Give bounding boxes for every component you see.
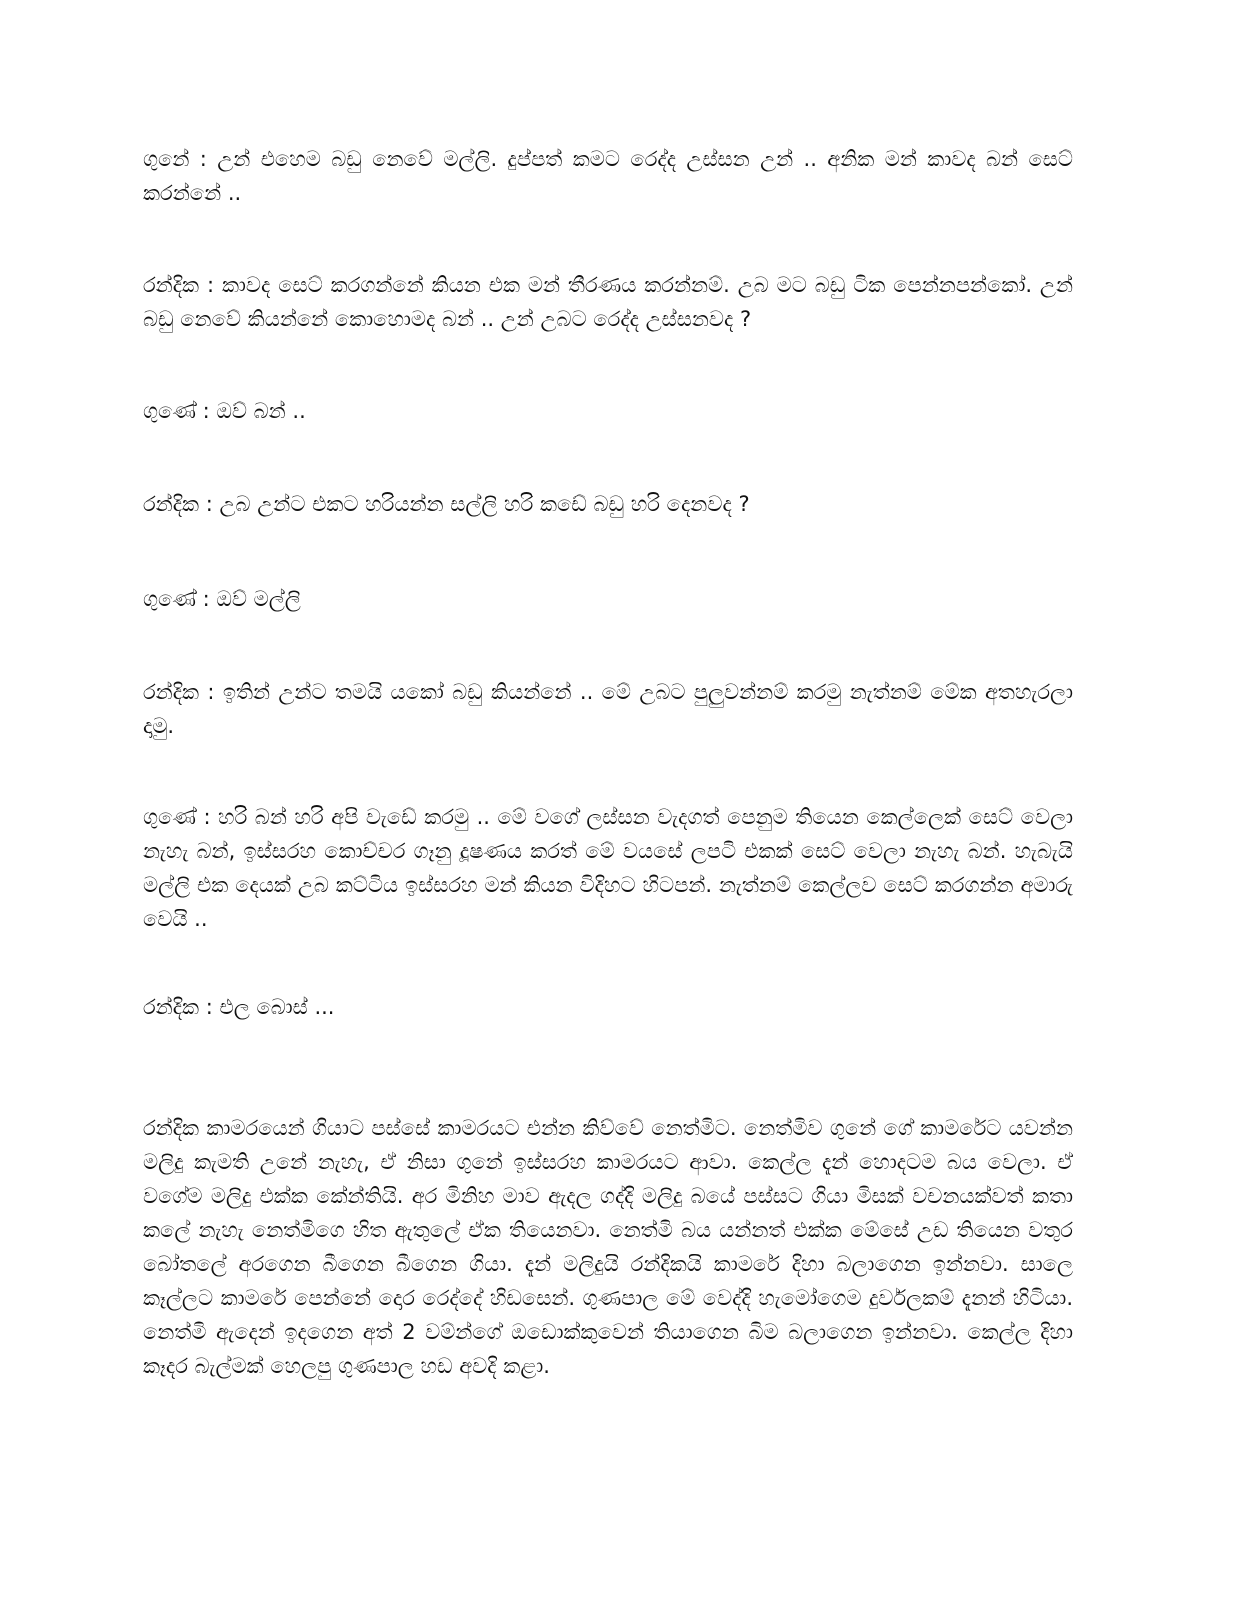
- dialogue-paragraph-gune-4: ගුණේ : හරි බන් හරි අපි වැඩේ කරමු .. මේ වගේ ලස්සන වැදගත් පෙනුම තියෙන කෙල්ලෙක් සෙට් වෙලා නැහැ බන්, ඉස්සරහ කොච්චර ගෑනු දූෂණය කරත් මේ වයසේ ලපටි එකක් සෙට් වෙලා නැහැ බන්. හැබැයි මල්ලි එක දෙයක් උබ කට්ටිය ඉස්සරහ මන් කියන විදිහට හිටපන්. නැත්නම් කෙල්ලව සෙට් කරගන්න අමාරු වෙයි ..: [143, 805, 1073, 931]
- dialogue-paragraph-gune-1: ගුනේ : උන් එහෙම බඩු නෙවේ මල්ලි. දුප්පත් කමට රෙද්ද උස්සන උන් .. අනික මන් කාවද බන් සෙට් කරන්නේ ..: [143, 147, 1073, 205]
- dialogue-paragraph-gune-2: ගුණේ : ඔව් බන් ..: [143, 399, 306, 423]
- dialogue-paragraph-randika-2: රන්දික : උබ උන්ට එකට හරියන්න සල්ලි හරි කඩේ බඩු හරි දෙනවද ?: [143, 492, 750, 516]
- narrative-paragraph: රන්දික කාමරයෙන් ගියාට පස්සේ කාමරයට එන්න කිව්වේ නෙත්මිට. නෙත්මිව ගුනේ ගේ කාමරේට යවන්න මලිදු කැමති උනේ නැහැ, ඒ නිසා ගුනේ ඉස්සරහ කාමරයට ආවා. කෙල්ල දැන් හොදටම බය වෙලා. ඒ වගේම මලිදු එක්ක කේන්තියි. අර මිනිහ මාව ඇදල ගද්දි මලිදු බයේ පස්සට ගියා මිසක් වචනයක්වත් කතා කලේ නැහැ නෙත්මිගෙ හිත ඇතුලේ ඒක තියෙනවා. නෙත්මි බය යන්නත් එක්ක මේසේ උඩ තියෙන වතුර බෝතලේ අරගෙන බීගෙන බීගෙන ගියා. දැන් මලිදුයි රන්දිකයි කාමරේ දිහා බලාගෙන ඉන්නවා. සාලෙ කෑල්ලට කාමරේ පෙන්නේ දොර රෙද්දේ හිඩසෙන්. ගුණපාල මේ වෙද්දි හැමෝගෙම දුර්වලකම් දැනන් හිටියා. නෙත්මි ඇදෙන් ඉදගෙන අත් 2 වම්න්ගේ ඔඩොක්කුවෙන් තියාගෙන බිම බලාගෙන ඉන්නවා. කෙල්ල දිහා කෑදර බැල්මක් හෙලපු ගුණපාල හඩ අවදි කළා.: [143, 1116, 1073, 1378]
- dialogue-paragraph-randika-4: රන්දික : එල බොස් ...: [143, 995, 335, 1019]
- dialogue-paragraph-randika-3: රන්දික : ඉතින් උන්ට තමයි යකෝ බඩු කියන්නේ .. මේ උබට පුලුවන්නම් කරමු නැත්නම් මේක අතහැරලා දාමු.: [143, 680, 1073, 738]
- dialogue-paragraph-gune-3: ගුණේ : ඔව් මල්ලි: [143, 587, 301, 611]
- dialogue-paragraph-randika-1: රන්දික : කාවද සෙට් කරගන්නේ කියන එක මන් තීරණය කරන්නම්. උබ මට බඩු ටික පෙන්නපන්කෝ. උන් බඩු නෙවේ කියන්නේ කොහොමද බන් .. උන් උබට රෙද්ද උස්සනවද ?: [143, 273, 1073, 331]
